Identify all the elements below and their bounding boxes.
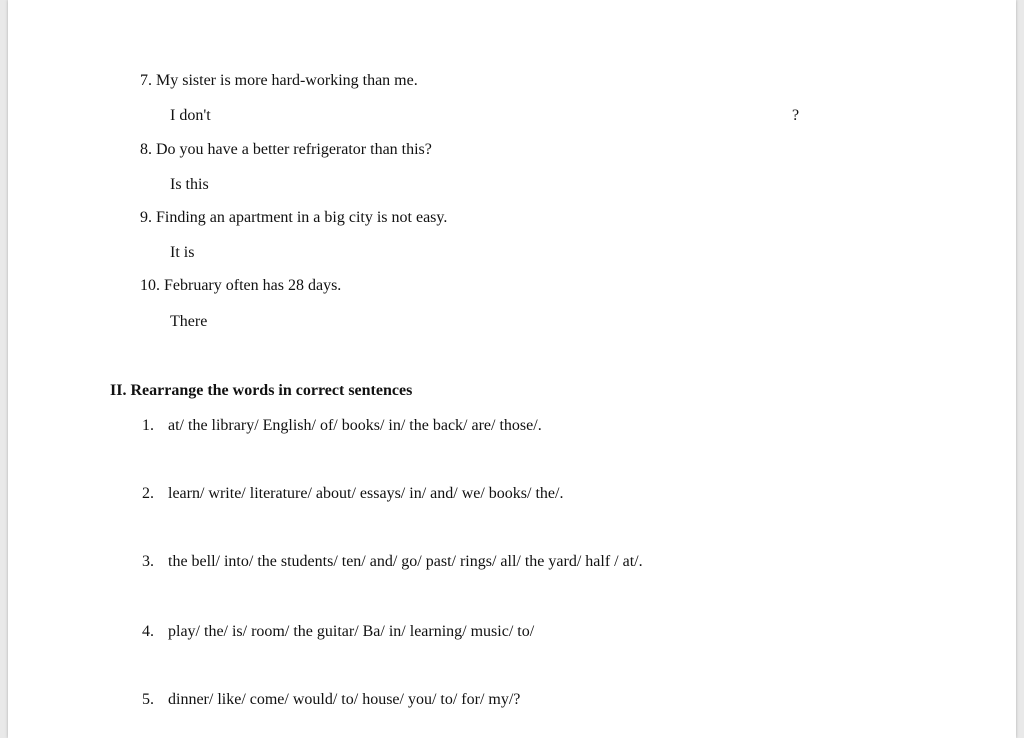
- rearrange-item-2: [142, 484, 563, 504]
- answer-blank-line: [172, 520, 816, 540]
- item-number: 2.: [142, 485, 154, 502]
- item-words: learn/ write/ literature/ about/ essays/ in/ and/ we/ books/ the/.: [168, 485, 564, 502]
- answer-blank-line: [172, 452, 808, 472]
- item-sentence: February often has 28 days.: [164, 277, 342, 294]
- item-words: at/ the library/ English/ of/ books/ in/ the back/ are/ those/.: [168, 417, 542, 434]
- item-words: play/ the/ is/ room/ the guitar/ Ba/ in/ learning/ music/ to/: [168, 623, 535, 640]
- item-number: 3.: [142, 553, 154, 570]
- item-sentence: Finding an apartment in a big city is not easy.: [156, 209, 448, 226]
- item-number: 5.: [142, 691, 154, 708]
- item-words: dinner/ like/ come/ would/ to/ house/ you/ to/ for/ my/?: [168, 691, 521, 708]
- rearrange-item-3: [142, 552, 643, 572]
- answer-blank-line: [216, 175, 420, 195]
- rearrange-item-1: [142, 416, 542, 436]
- answer-blank-line: [172, 656, 852, 676]
- item-number: 8.: [140, 141, 152, 158]
- document-page: [8, 0, 1016, 738]
- item-number: 9.: [140, 209, 152, 226]
- item-number: 4.: [142, 623, 154, 640]
- exercise-item-8: [140, 140, 432, 160]
- item-sentence: My sister is more hard-working than me.: [156, 72, 418, 89]
- answer-blank-line: [214, 243, 678, 263]
- answer-blank-line: [240, 106, 792, 126]
- answer-prompt: Is this: [170, 176, 209, 193]
- answer-blank-line: [218, 312, 694, 332]
- item-number: 10.: [140, 277, 160, 294]
- answer-prompt: There: [170, 313, 208, 330]
- answer-ending: ?: [792, 107, 800, 124]
- answer-blank-line: [172, 588, 844, 608]
- answer-prompt: It is: [170, 244, 195, 261]
- item-sentence: Do you have a better refrigerator than this?: [156, 141, 432, 158]
- answer-prompt: I don't: [170, 107, 211, 124]
- rearrange-item-5: [142, 690, 520, 710]
- rearrange-item-4: [142, 622, 534, 642]
- answer-blank-line: [172, 722, 852, 738]
- section-heading: II. Rearrange the words in correct sentences: [110, 382, 413, 399]
- item-number: 7.: [140, 72, 152, 89]
- exercise-item-10: [140, 276, 341, 296]
- item-words: the bell/ into/ the students/ ten/ and/ go/ past/ rings/ all/ the yard/ half / at/.: [168, 553, 643, 570]
- exercise-item-9: [140, 208, 447, 228]
- item-number: 1.: [142, 417, 154, 434]
- exercise-item-7: [140, 71, 418, 91]
